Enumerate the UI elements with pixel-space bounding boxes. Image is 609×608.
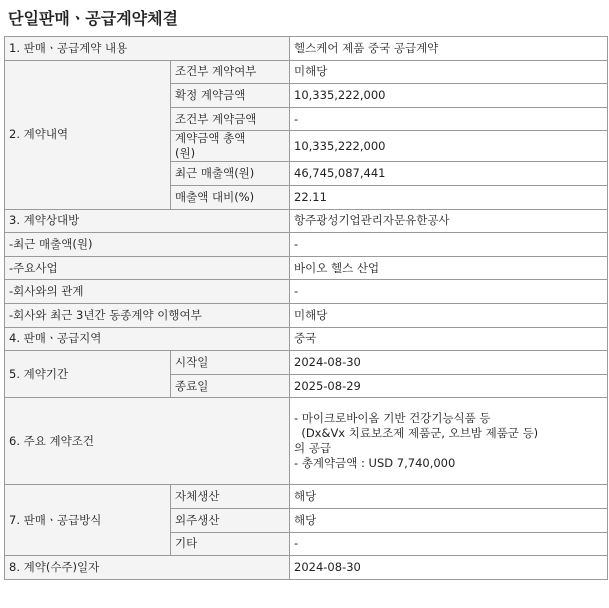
recent-sales-value: 46,745,087,441: [290, 162, 608, 186]
start-date-label: 시작일: [171, 351, 290, 375]
total-amount-label: [171, 131, 290, 162]
table-row: [5, 256, 608, 280]
supply-region-value: 중국: [290, 327, 608, 351]
main-terms-line: 의 공급: [294, 441, 331, 456]
conditional-contract-label: 조건부 계약여부: [171, 60, 290, 84]
main-terms-line: (Dx&Vx 치료보조제 제품군, 오브밤 제품군 등): [294, 426, 539, 441]
main-terms-line: - 마이크로바이옴 기반 건강기능식품 등: [294, 411, 491, 426]
total-amount-label-line2: (원): [175, 146, 196, 161]
table-row: [5, 398, 608, 485]
contract-period-label: 5. 계약기간: [5, 351, 171, 398]
contract-details-label: 2. 계약내역: [5, 60, 171, 209]
supply-method-label: 7. 판매ㆍ공급방식: [5, 485, 171, 556]
main-business-label: -주요사업: [5, 256, 290, 280]
table-row: [5, 327, 608, 351]
main-terms-line: - 총계약금액 : USD 7,740,000: [294, 456, 456, 471]
conditional-contract-value: 미해당: [290, 60, 608, 84]
main-business-value: 바이오 헬스 산업: [290, 256, 608, 280]
confirmed-amount-value: 10,335,222,000: [290, 84, 608, 108]
contract-content-value: 헬스케어 제품 중국 공급계약: [290, 37, 608, 61]
prior-contract-label: -회사와 최근 3년간 동종계약 이행여부: [5, 303, 290, 327]
outsourced-label: 외주생산: [171, 508, 290, 532]
main-terms-value: [290, 398, 608, 485]
total-amount-value: 10,335,222,000: [290, 131, 608, 162]
confirmed-amount-label: 확정 계약금액: [171, 84, 290, 108]
table-row: [5, 280, 608, 304]
table-row: [5, 60, 608, 84]
counterparty-value: 항주광성기업관리자문유한공사: [290, 209, 608, 233]
end-date-label: 종료일: [171, 374, 290, 398]
table-row: [5, 233, 608, 257]
relationship-label: -회사와의 관계: [5, 280, 290, 304]
table-row: [5, 351, 608, 375]
relationship-value: -: [290, 280, 608, 304]
counterparty-sales-value: -: [290, 233, 608, 257]
contract-date-value: 2024-08-30: [290, 556, 608, 580]
prior-contract-value: 미해당: [290, 303, 608, 327]
main-terms-label: 6. 주요 계약조건: [5, 398, 290, 485]
in-house-value: 해당: [290, 485, 608, 509]
counterparty-label: 3. 계약상대방: [5, 209, 290, 233]
other-method-label: 기타: [171, 532, 290, 556]
table-row: [5, 37, 608, 61]
counterparty-sales-label: -최근 매출액(원): [5, 233, 290, 257]
conditional-amount-label: 조건부 계약금액: [171, 107, 290, 131]
sales-ratio-value: 22.11: [290, 185, 608, 209]
outsourced-value: 해당: [290, 508, 608, 532]
disclosure-table: [4, 36, 608, 580]
contract-date-label: 8. 계약(수주)일자: [5, 556, 290, 580]
page-title: 단일판매ㆍ공급계약체결: [8, 9, 179, 28]
recent-sales-label: 최근 매출액(원): [171, 162, 290, 186]
contract-content-label: 1. 판매ㆍ공급계약 내용: [5, 37, 290, 61]
supply-region-label: 4. 판매ㆍ공급지역: [5, 327, 290, 351]
other-method-value: -: [290, 532, 608, 556]
table-row: [5, 209, 608, 233]
in-house-label: 자체생산: [171, 485, 290, 509]
table-row: [5, 303, 608, 327]
table-row: [5, 556, 608, 580]
conditional-amount-value: -: [290, 107, 608, 131]
total-amount-label-line1: 계약금액 총액: [175, 131, 246, 146]
end-date-value: 2025-08-29: [290, 374, 608, 398]
sales-ratio-label: 매출액 대비(%): [171, 185, 290, 209]
table-row: [5, 485, 608, 509]
start-date-value: 2024-08-30: [290, 351, 608, 375]
